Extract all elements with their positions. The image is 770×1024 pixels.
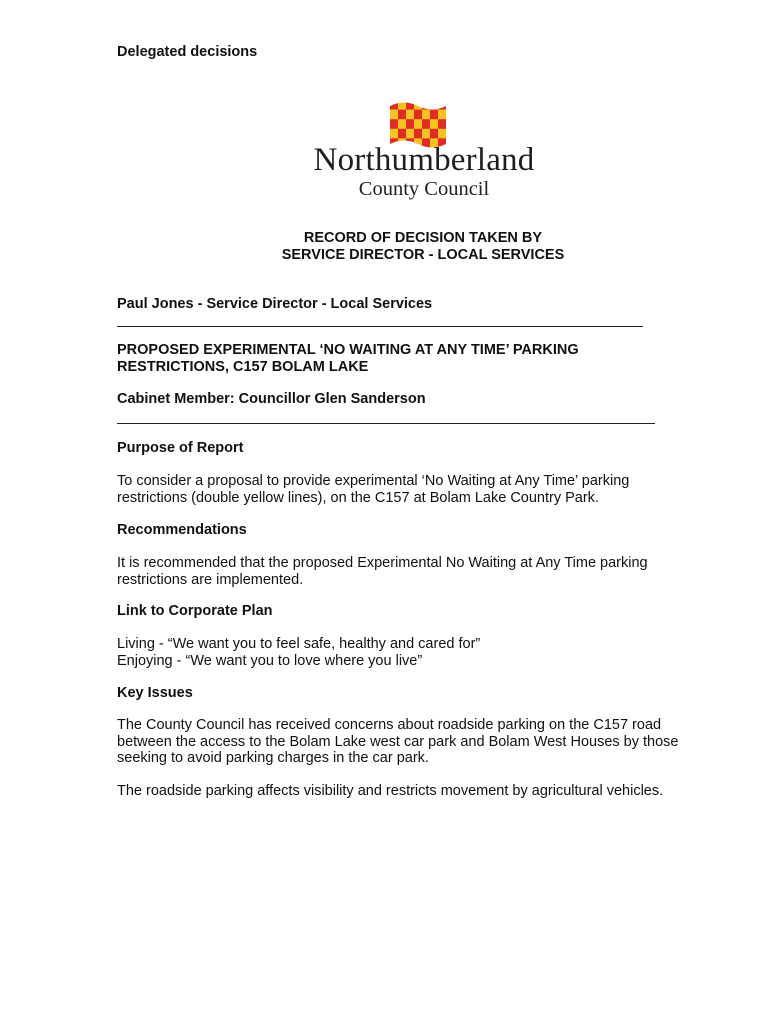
cabinet-member: Cabinet Member: Councillor Glen Sanderson — [117, 391, 426, 407]
flag-cell — [414, 110, 422, 120]
flag-cell — [406, 110, 414, 120]
key-issues-line-1: The County Council has received concerns about roadside parking on the C157 road — [117, 717, 662, 733]
flag-cell — [398, 110, 406, 120]
flag-cell — [398, 129, 406, 139]
delegated-decisions-label: Delegated decisions — [117, 44, 258, 60]
purpose-heading: Purpose of Report — [117, 440, 244, 456]
subject-line-1: PROPOSED EXPERIMENTAL ‘NO WAITING AT ANY TIME’ PARKING — [117, 342, 579, 358]
flag-cell — [438, 119, 446, 129]
flag-cell — [390, 100, 398, 110]
key-issues-line-3: seeking to avoid parking charges in the car park. — [117, 750, 429, 767]
flag-cell — [422, 129, 430, 139]
logo-title: Northumberland — [313, 142, 535, 178]
key-issues-paragraph-2: The roadside parking affects visibility and restricts movement by agricultural vehicles. — [117, 783, 664, 799]
corporate-plan-line-2: Enjoying - “We want you to love where you live” — [117, 652, 423, 669]
flag-cell — [398, 119, 406, 129]
purpose-line-1: To consider a proposal to provide experimental ‘No Waiting at Any Time’ parking — [117, 473, 630, 489]
flag-cell — [422, 110, 430, 120]
key-issues-heading: Key Issues — [117, 685, 193, 701]
flag-cell — [390, 129, 398, 139]
flag-cell — [398, 100, 406, 110]
record-title-line-1: RECORD OF DECISION TAKEN BY — [303, 230, 543, 246]
key-issues-paragraph-1 — [117, 717, 727, 767]
flag-cell — [414, 129, 422, 139]
flag-cell — [438, 100, 446, 110]
flag-cell — [390, 119, 398, 129]
flag-cell — [430, 119, 438, 129]
recommendations-heading: Recommendations — [117, 522, 247, 538]
flag-cell — [390, 110, 398, 120]
flag-cell — [430, 110, 438, 120]
flag-cell — [406, 129, 414, 139]
northumberland-flag-icon — [388, 100, 448, 148]
council-logo — [282, 100, 582, 210]
corporate-plan-heading: Link to Corporate Plan — [117, 603, 273, 619]
flag-cell — [414, 119, 422, 129]
flag-cell — [438, 110, 446, 120]
author-line: Paul Jones - Service Director - Local Services — [117, 296, 433, 312]
divider — [117, 423, 655, 424]
corporate-plan-text — [117, 636, 727, 669]
purpose-text — [117, 473, 727, 506]
flag-cell — [430, 100, 438, 110]
recommendations-text — [117, 555, 727, 588]
key-issues-line-2: between the access to the Bolam Lake west car park and Bolam West Houses by those — [117, 733, 679, 750]
flag-cell — [406, 119, 414, 129]
subject-title — [117, 342, 727, 375]
recommendations-line-2: restrictions are implemented. — [117, 571, 304, 588]
corporate-plan-line-1: Living - “We want you to feel safe, healthy and cared for” — [117, 636, 481, 652]
flag-cell — [414, 100, 422, 110]
flag-cell — [430, 129, 438, 139]
logo-subtitle: County Council — [358, 178, 490, 200]
flag-cell — [422, 100, 430, 110]
flag-cell — [422, 119, 430, 129]
flag-cell — [438, 129, 446, 139]
subject-line-2: RESTRICTIONS, C157 BOLAM LAKE — [117, 358, 369, 375]
recommendations-line-1: It is recommended that the proposed Experimental No Waiting at Any Time parking — [117, 555, 648, 571]
record-title — [100, 230, 746, 264]
divider — [117, 326, 643, 327]
purpose-line-2: restrictions (double yellow lines), on the C157 at Bolam Lake Country Park. — [117, 489, 599, 506]
record-title-line-2: SERVICE DIRECTOR - LOCAL SERVICES — [281, 247, 565, 263]
flag-cell — [406, 100, 414, 110]
